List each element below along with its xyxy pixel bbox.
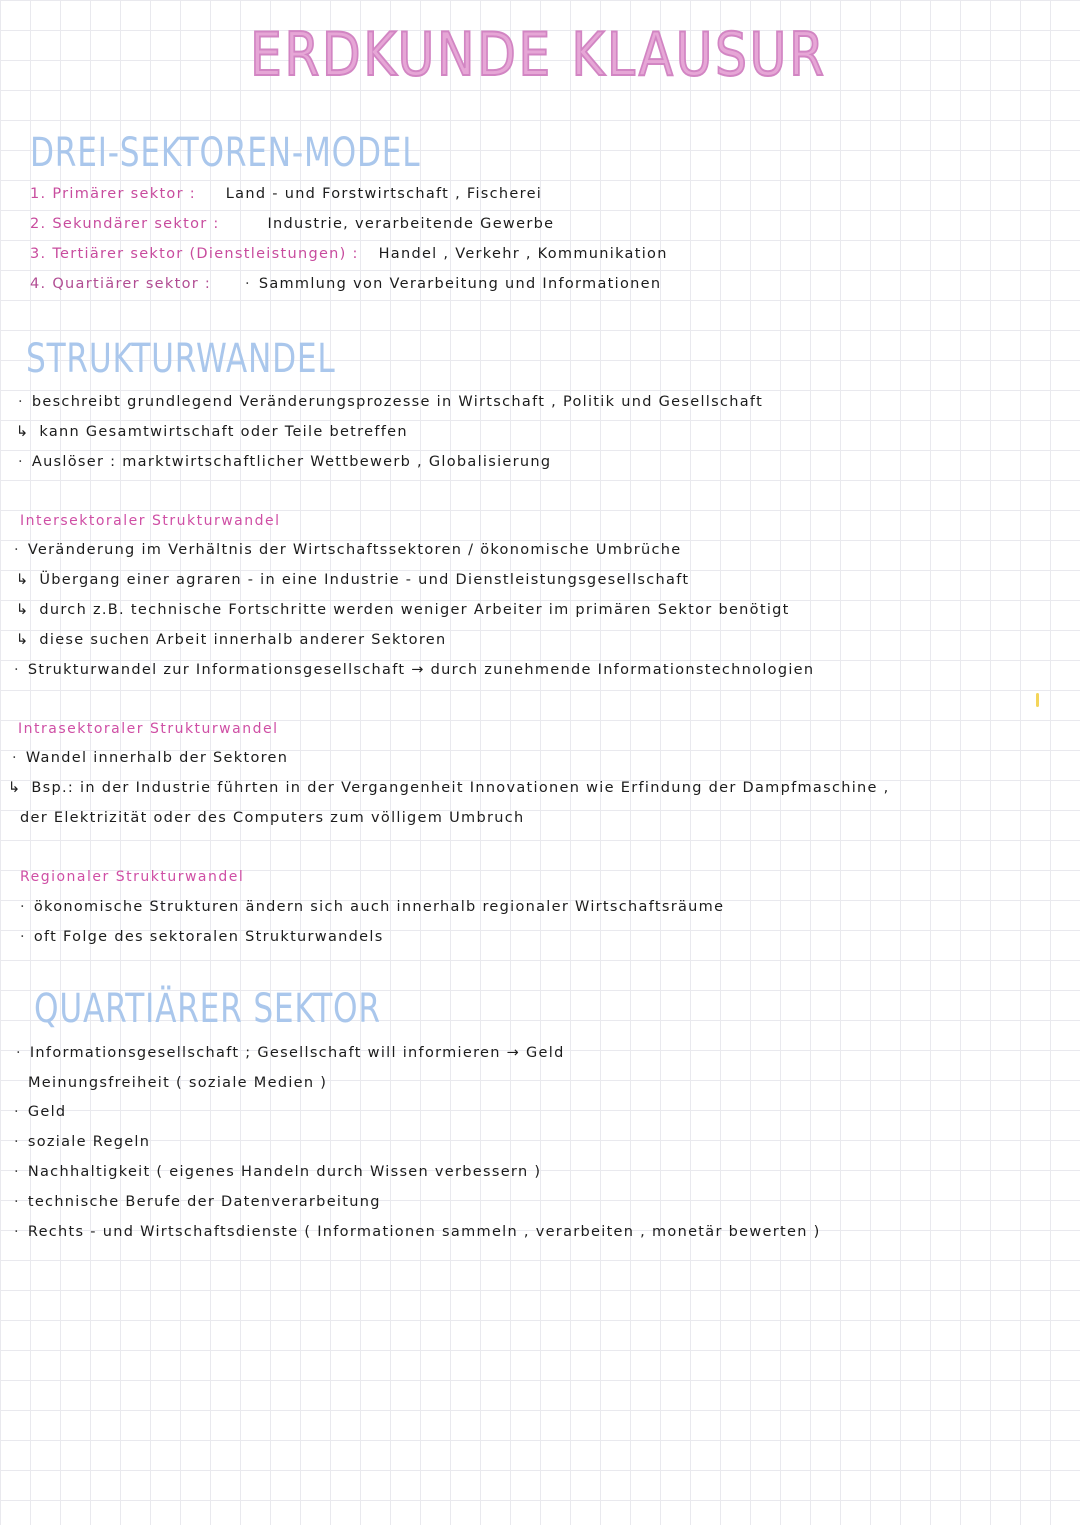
line-text: oft Folge des sektoralen Strukturwandels: [33, 929, 384, 945]
line-text: kann Gesamtwirtschaft oder Teile betreffen: [39, 424, 408, 440]
bullet-dot: ·: [14, 542, 20, 558]
intersektoral-line-3: [16, 602, 790, 618]
sektor-row-3: [30, 246, 668, 262]
sub-arrow-icon: ↳: [16, 424, 30, 440]
line-text: beschreibt grundlegend Veränderungsprozesse in Wirtschaft , Politik und Gesellschaft: [31, 394, 764, 410]
line-text: Strukturwandel zur Informationsgesellschaft → durch zunehmende Informationstechnologien: [27, 662, 815, 678]
bullet-dot: ·: [18, 394, 24, 410]
quartiaer-line-1: [16, 1045, 565, 1061]
intrasektoral-line-1: [12, 750, 288, 766]
sektor-label: 4. Quartiärer sektor :: [30, 276, 212, 292]
strukturwandel-line-3: [18, 454, 551, 470]
sektor-row-2: [30, 216, 554, 232]
strukturwandel-line-1: [18, 394, 763, 410]
line-text: durch z.B. technische Fortschritte werden weniger Arbeiter im primären Sektor benötigt: [39, 602, 790, 618]
bullet-dot: ·: [14, 1224, 20, 1240]
line-text: technische Berufe der Datenverarbeitung: [27, 1194, 381, 1210]
bullet-dot: ·: [14, 662, 20, 678]
line-text: ökonomische Strukturen ändern sich auch innerhalb regionaler Wirtschaftsräume: [33, 899, 725, 915]
bullet-dot: ·: [16, 1045, 22, 1061]
quartiaer-line-7: [14, 1224, 821, 1240]
intrasektoral-line-2: [8, 780, 890, 796]
page-title: ERDKUNDE KLAUSUR: [250, 20, 827, 90]
quartiaer-line-5: [14, 1164, 541, 1180]
sektor-label: 3. Tertiärer sektor (Dienstleistungen) :: [30, 246, 359, 262]
quartiaer-line-4: [14, 1134, 150, 1150]
sub-arrow-icon: ↳: [16, 602, 30, 618]
line-text: Wandel innerhalb der Sektoren: [25, 750, 289, 766]
heading-quartiaer: QUARTIÄRER SEKTOR: [34, 986, 381, 1032]
sektor-label: 1. Primärer sektor :: [30, 186, 196, 202]
regional-line-1: [20, 899, 724, 915]
sektor-row-4: [30, 276, 661, 292]
intersektoral-line-1: [14, 542, 681, 558]
sektor-text: Sammlung von Verarbeitung und Informationen: [258, 276, 662, 292]
line-text: Nachhaltigkeit ( eigenes Handeln durch Wissen verbessern ): [27, 1164, 542, 1180]
line-text: Veränderung im Verhältnis der Wirtschaftssektoren / ökonomische Umbrüche: [27, 542, 682, 558]
bullet-dot: ·: [14, 1164, 20, 1180]
subheading-regional: Regionaler Strukturwandel: [20, 869, 245, 885]
bullet-dot: ·: [14, 1104, 20, 1120]
sub-arrow-icon: ↳: [16, 632, 30, 648]
highlight-mark: [1036, 693, 1039, 707]
bullet-dot: ·: [12, 750, 18, 766]
regional-line-2: [20, 929, 384, 945]
line-text: soziale Regeln: [27, 1134, 151, 1150]
intersektoral-line-5: [14, 662, 814, 678]
sektor-label: 2. Sekundärer sektor :: [30, 216, 220, 232]
heading-strukturwandel: STRUKTURWANDEL: [26, 336, 336, 382]
quartiaer-line-3: [14, 1104, 66, 1120]
line-text: Meinungsfreiheit ( soziale Medien ): [28, 1075, 328, 1091]
bullet-dot: ·: [18, 454, 24, 470]
sektor-text: Industrie, verarbeitende Gewerbe: [267, 216, 555, 232]
line-text: der Elektrizität oder des Computers zum völligem Umbruch: [20, 810, 525, 826]
bullet-dot: ·: [244, 276, 251, 292]
line-text: Geld: [27, 1104, 67, 1120]
bullet-dot: ·: [20, 929, 26, 945]
line-text: Bsp.: in der Industrie führten in der Vergangenheit Innovationen wie Erfindung der Dampfmaschine ,: [31, 780, 890, 796]
quartiaer-line-6: [14, 1194, 381, 1210]
sektor-row-1: [30, 186, 542, 202]
sektor-text: Land - und Forstwirtschaft , Fischerei: [225, 186, 543, 202]
line-text: diese suchen Arbeit innerhalb anderer Sektoren: [39, 632, 447, 648]
sub-arrow-icon: ↳: [8, 780, 22, 796]
quartiaer-line-2: [28, 1075, 327, 1091]
sektor-text: Handel , Verkehr , Kommunikation: [378, 246, 668, 262]
bullet-dot: ·: [14, 1194, 20, 1210]
bullet-dot: ·: [14, 1134, 20, 1150]
subheading-intersektoral: Intersektoraler Strukturwandel: [20, 513, 281, 529]
heading-drei-sektoren: DREI-SEKTOREN-MODEL: [30, 130, 421, 176]
intersektoral-line-4: [16, 632, 447, 648]
sub-arrow-icon: ↳: [16, 572, 30, 588]
subheading-intrasektoral: Intrasektoraler Strukturwandel: [18, 721, 279, 737]
line-text: Auslöser : marktwirtschaftlicher Wettbewerb , Globalisierung: [31, 454, 552, 470]
line-text: Übergang einer agraren - in eine Industrie - und Dienstleistungsgesellschaft: [39, 572, 690, 588]
line-text: Rechts - und Wirtschaftsdienste ( Informationen sammeln , verarbeiten , monetär bewerten ): [27, 1224, 821, 1240]
line-text: Informationsgesellschaft ; Gesellschaft will informieren → Geld: [29, 1045, 565, 1061]
strukturwandel-line-2: [16, 424, 408, 440]
intersektoral-line-2: [16, 572, 689, 588]
intrasektoral-line-3: [20, 810, 524, 826]
bullet-dot: ·: [20, 899, 26, 915]
